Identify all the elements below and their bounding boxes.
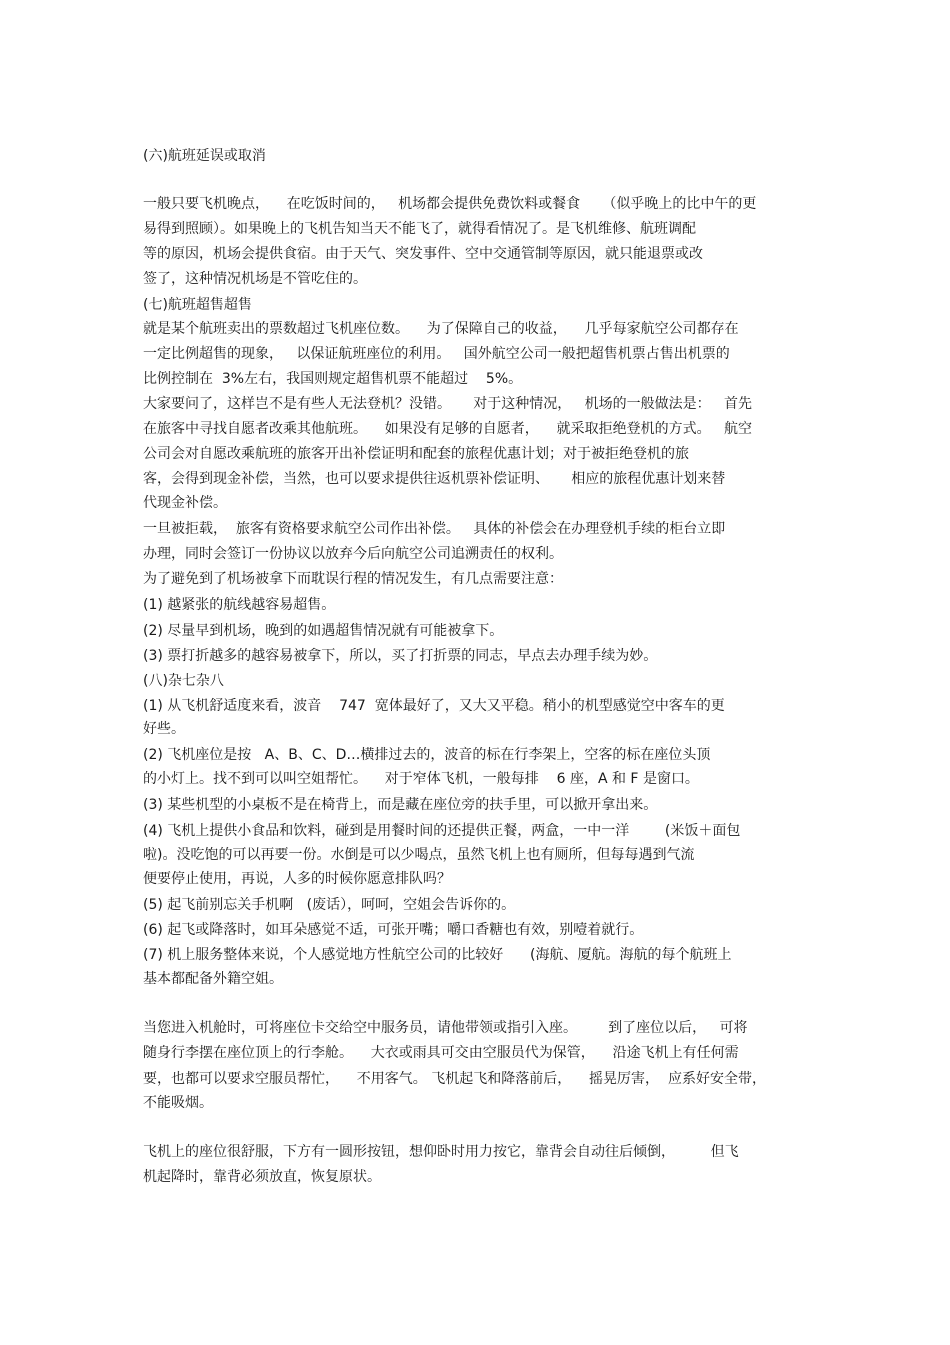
text-line: 办理，同时会签订一份协议以放弃今后向航空公司追溯责任的权利。 — [143, 546, 563, 562]
text-line: 当您进入机舱时，可将座位卡交给空中服务员，请他带领或指引入座。 到了座位以后， 可将 — [143, 1020, 748, 1036]
text-line: 好些。 — [143, 721, 185, 737]
text-line: 基本都配备外籍空姐。 — [143, 971, 283, 987]
section-heading-flight-delay: (六)航班延误或取消 — [143, 148, 266, 164]
text-line: 一定比例超售的现象， 以保证航班座位的利用。 国外航空公司一般把超售机票占售出机票的 — [143, 346, 730, 362]
section-heading-misc: (八)杂七杂八 — [143, 673, 224, 689]
list-item: (1) 越紧张的航线越容易超售。 — [143, 597, 336, 613]
list-item: (3) 票打折越多的越容易被拿下，所以，买了打折票的同志，早点去办理手续为妙。 — [143, 648, 658, 664]
section-heading-overbooking: (七)航班超售超售 — [143, 297, 252, 313]
text-line: 要，也都可以要求空服员帮忙， 不用客气。 飞机起飞和降落前后， 摇晃厉害， 应系好安全带， — [143, 1071, 766, 1087]
text-line: 在旅客中寻找自愿者改乘其他航班。 如果没有足够的自愿者， 就采取拒绝登机的方式。 航空 — [143, 421, 752, 437]
text-line: 一旦被拒载， 旅客有资格要求航空公司作出补偿。 具体的补偿会在办理登机手续的柜台立即 — [143, 521, 726, 537]
text-line: 啦)。没吃饱的可以再要一份。水倒是可以少喝点，虽然飞机上也有厕所，但每每遇到气流 — [143, 847, 695, 863]
text-line: 不能吸烟。 — [143, 1095, 213, 1111]
text-line: 客，会得到现金补偿，当然，也可以要求提供往返机票补偿证明、 相应的旅程优惠计划来替 — [143, 471, 726, 487]
text-line: 飞机上的座位很舒服，下方有一圆形按钮，想仰卧时用力按它，靠背会自动往后倾倒， 但飞 — [143, 1144, 739, 1160]
text-line: 签了，这种情况机场是不管吃住的。 — [143, 271, 367, 287]
text-line: 的小灯上。找不到可以叫空姐帮忙。 对于窄体飞机，一般每排 6 座，A 和 F 是窗口。 — [143, 771, 699, 787]
text-line: 易得到照顾）。如果晚上的飞机告知当天不能飞了，就得看情况了。是飞机维修、航班调配 — [143, 221, 696, 237]
text-line: 为了避免到了机场被拿下而耽误行程的情况发生，有几点需要注意： — [143, 571, 563, 587]
text-line: 公司会对自愿改乘航班的旅客开出补偿证明和配套的旅程优惠计划；对于被拒绝登机的旅 — [143, 446, 689, 462]
list-item: (7) 机上服务整体来说，个人感觉地方性航空公司的比较好 (海航、厦航。海航的每个航班上 — [143, 947, 732, 963]
text-line: 等的原因，机场会提供食宿。由于天气、突发事件、空中交通管制等原因，就只能退票或改 — [143, 246, 703, 262]
list-item: (3) 某些机型的小桌板不是在椅背上，而是藏在座位旁的扶手里，可以掀开拿出来。 — [143, 797, 658, 813]
list-item: (4) 飞机上提供小食品和饮料，碰到是用餐时间的还提供正餐，两盒，一中一洋 (米饭＋面包 — [143, 823, 741, 839]
text-line: 机起降时，靠背必须放直，恢复原状。 — [143, 1169, 381, 1185]
text-line: 随身行李摆在座位顶上的行李舱。 大衣或雨具可交由空服员代为保管， 沿途飞机上有任何需 — [143, 1045, 739, 1061]
list-item: (6) 起飞或降落时，如耳朵感觉不适，可张开嘴；嚼口香糖也有效，别噎着就行。 — [143, 922, 644, 938]
list-item: (5) 起飞前别忘关手机啊 (废话），呵呵，空姐会告诉你的。 — [143, 897, 516, 913]
text-line: 一般只要飞机晚点， 在吃饭时间的， 机场都会提供免费饮料或餐食 （似乎晚上的比中午的更 — [143, 196, 757, 212]
text-line: 便要停止使用，再说，人多的时候你愿意排队吗？ — [143, 871, 451, 887]
list-item: (2) 飞机座位是按 A、B、C、D…横排过去的，波音的标在行李架上，空客的标在座位头顶 — [143, 747, 711, 763]
text-line: 比例控制在 3%左右，我国则规定超售机票不能超过 5%。 — [143, 371, 523, 387]
text-line: 就是某个航班卖出的票数超过飞机座位数。 为了保障自己的收益， 几乎每家航空公司都存在 — [143, 321, 739, 337]
text-line: 代现金补偿。 — [143, 495, 227, 511]
list-item: (2) 尽量早到机场，晚到的如遇超售情况就有可能被拿下。 — [143, 623, 504, 639]
text-line: 大家要问了，这样岂不是有些人无法登机？没错。 对于这种情况， 机场的一般做法是： 首先 — [143, 396, 752, 412]
list-item: (1) 从飞机舒适度来看，波音 747 宽体最好了，又大又平稳。稍小的机型感觉空中客车的更 — [143, 698, 725, 714]
